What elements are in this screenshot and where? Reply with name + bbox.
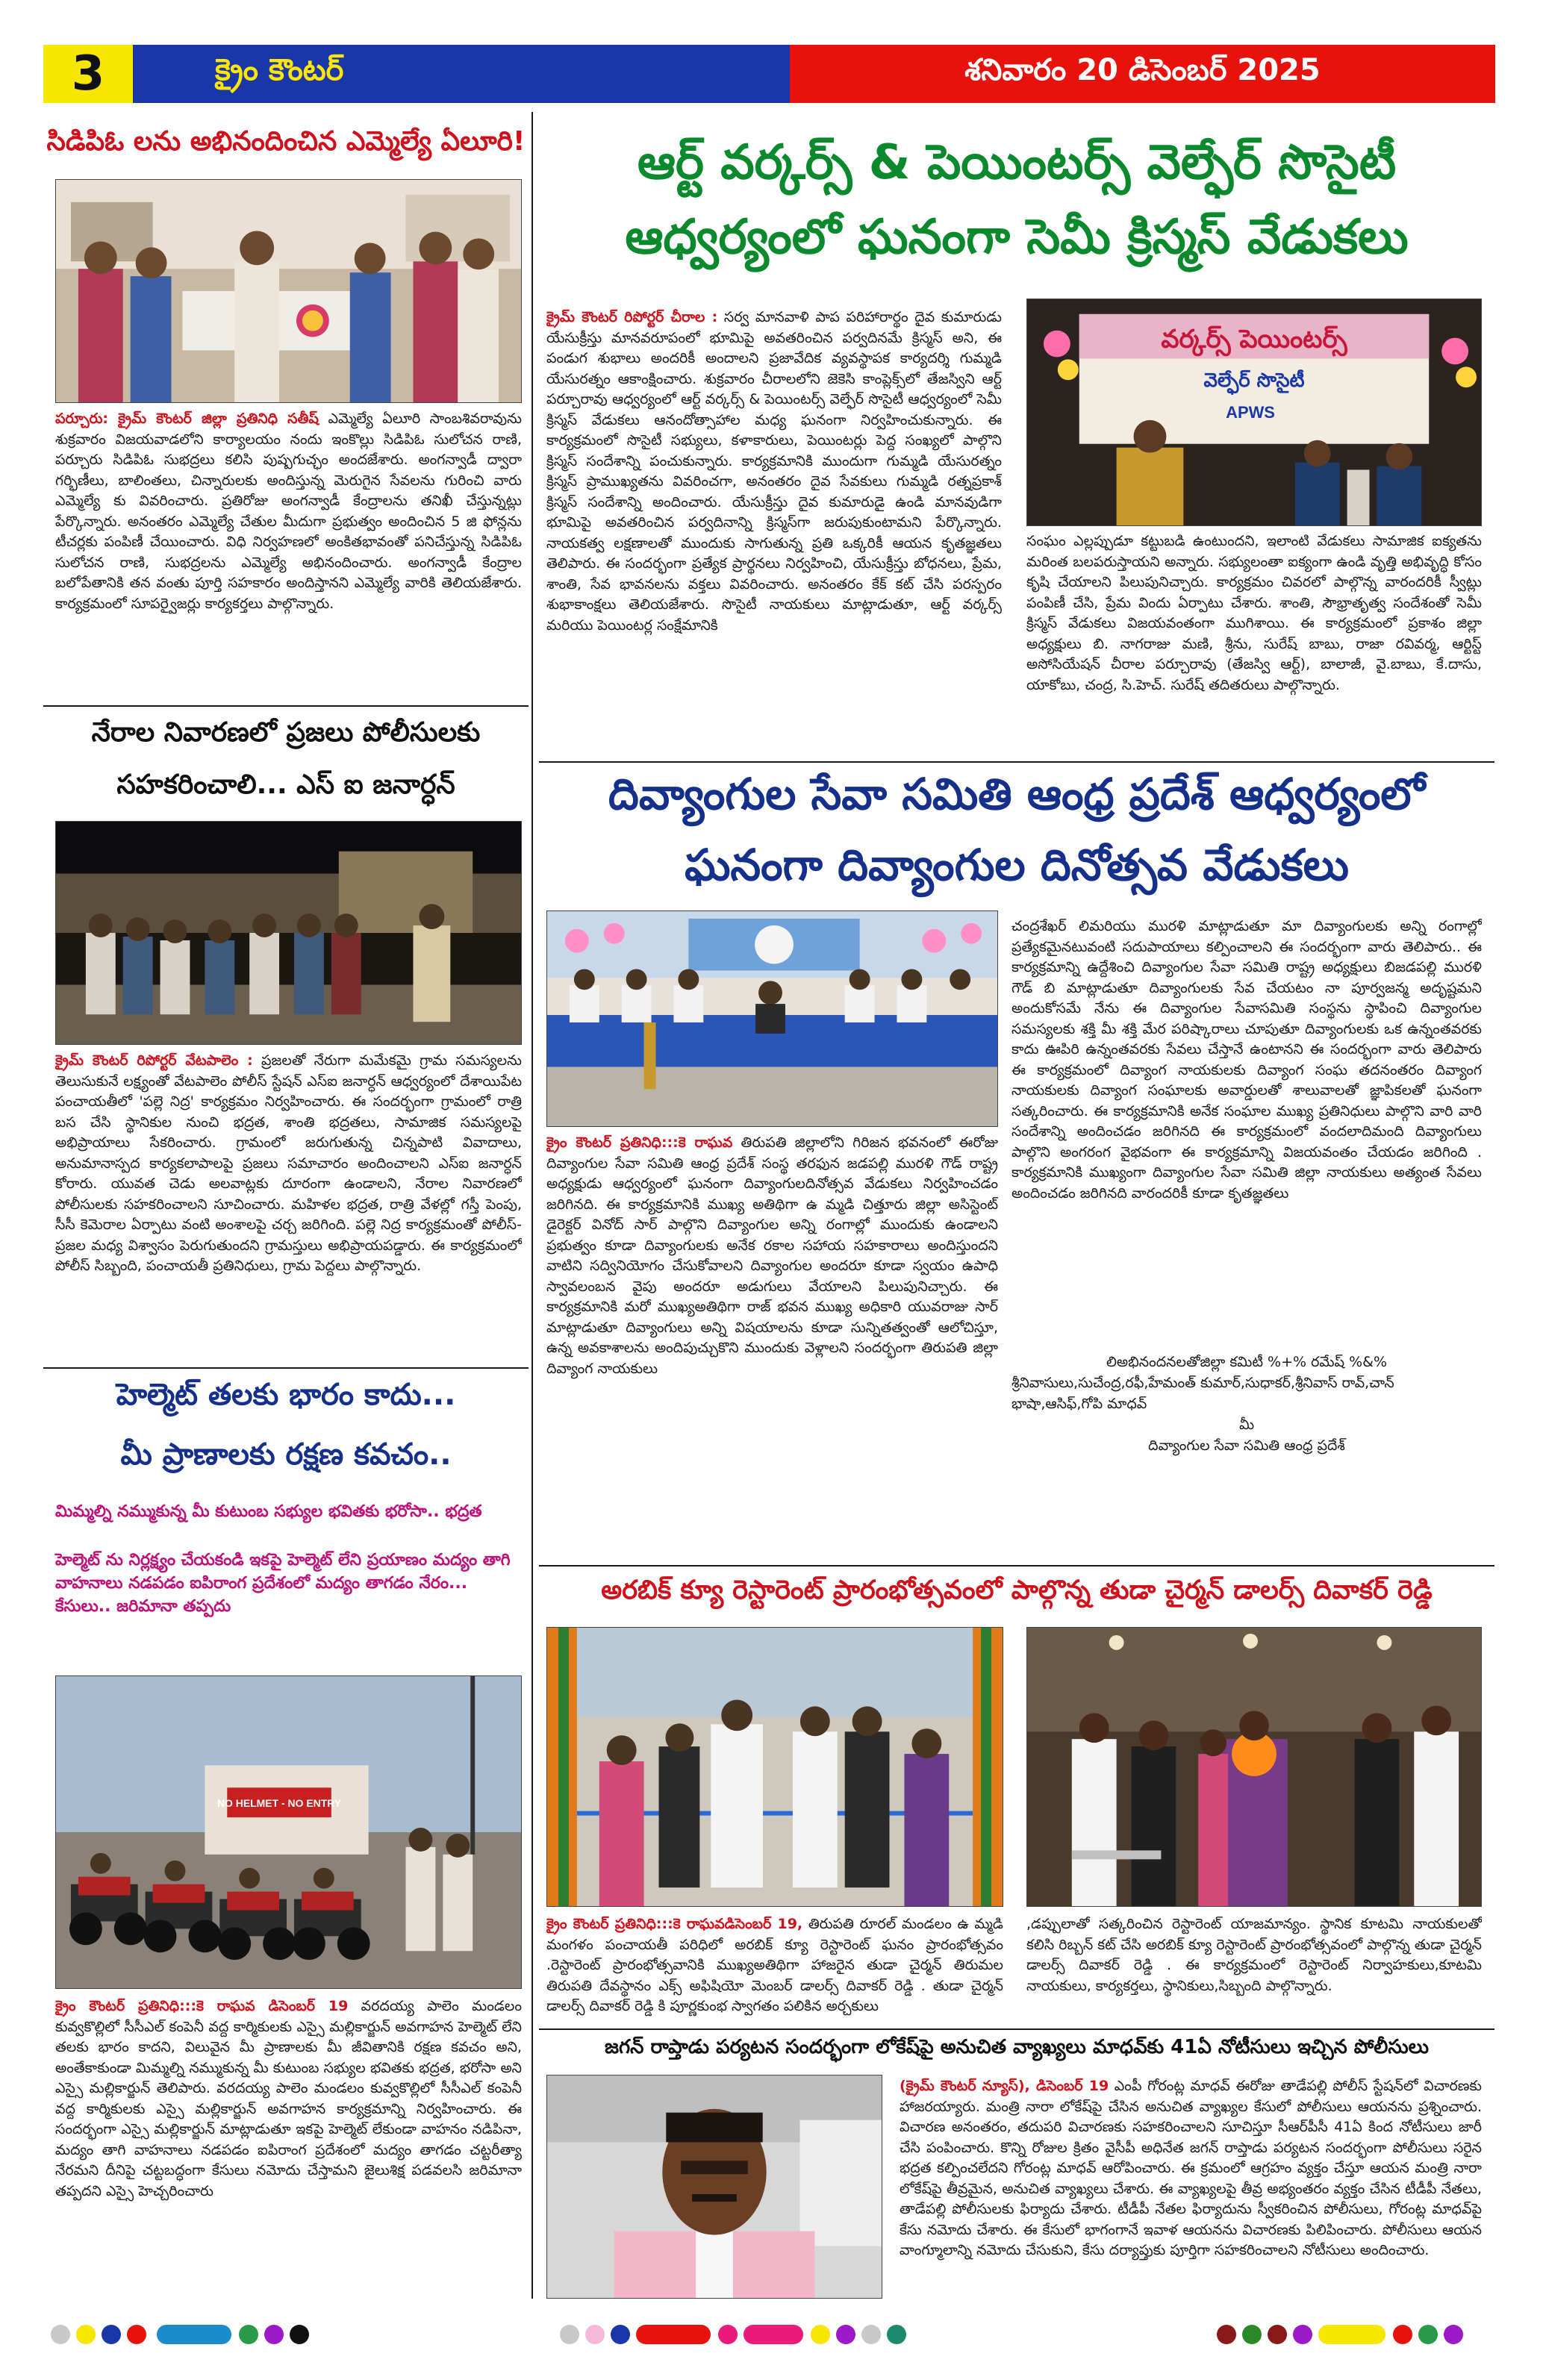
divider [539,1565,1494,1567]
left-story-1-text [55,409,522,702]
restaurant-story-col2 [1026,1914,1482,2023]
footer-color-bar [0,2325,1543,2355]
middle-story-signoff-1: లిఅభినందనలతోజిల్లా కమిటీ %+% రమేష్ %&% [1106,1354,1387,1370]
left-story-2-dateline: క్రైమ్ కౌంటర్ రిపోర్టర్ వేటపాలెం : [55,1052,253,1069]
banner-title: వర్కర్స్ పెయింటర్స్ [1161,324,1347,354]
top-story-col1 [546,307,1002,759]
divider [43,705,529,707]
no-helmet-sign: NO HELMET - NO ENTRY [216,1797,342,1810]
column-rule-left [532,112,533,2299]
left-story-2-headline-1: నేరాల నివారణలో ప్రజలు పోలీసులకు [91,717,481,748]
left-story-3-subhead-1: మిమ్మల్ని నమ్ముకున్న మీ కుటుంబ సభ్యుల భవితకు భరోసా.. భద్రత [55,1502,482,1521]
notice-story-headline: జగన్ రాప్తాడు పర్యటన సందర్భంగా లోకేష్‌పై అనుచిత వ్యాఖ్యలు మాధవ్‌కు 41ఏ నోటీసులు ఇచ్చిన పోలీసులు [604,2036,1430,2058]
top-story-col2 [1026,531,1482,759]
notice-story-dateline: (క్రైమ్ కౌంటర్ న్యూస్), డిసెంబర్ 19 [900,2078,1109,2094]
left-story-3-headline-2: మీ ప్రాణాలకు రక్షణ కవచం.. [120,1437,452,1472]
madhav-portrait-photo [546,2075,882,2299]
divider [539,761,1494,763]
cdpo-meeting-photo [55,179,522,403]
paper-name: క్రైం కౌంటర్ [133,45,790,103]
restaurant-story-col1 [546,1914,1003,2023]
helmet-awareness-photo [55,1675,522,1989]
middle-story-headline-2: ఘనంగా దివ్యాంగుల దినోత్సవ వేడుకలు [685,840,1349,890]
top-story-body-2: సంఘం ఎల్లప్పుడూ కట్టుబడి ఉంటుందని, ఇలాంటి వేడుకలు సామాజిక ఐక్యతను మరింత బలపరుస్తాయని అన్నారు. సభ్యులంతా ఐక్యంగా ఉండి వృత్తి అభివృద్ధి కోసం కృషి చేయాలని పిలుపునిచ్చారు. కార్యక్రమం చివరలో పాల్గొన్న వారందరికీ స్వీట్లు పంపిణీ చేసి, ప్రేమ విందు ఏర్పాటు చేశారు. శాంతి, సౌభ్రాతృత్వ సందేశంతో సెమీ క్రిస్మస్ వేడుకలు విజయవంతంగా ముగిశాయి. ఈ కార్యక్రమంలో ప్రకాశం జిల్లా అధ్యక్షులు బి. నాగరాజు మణి, శ్రీను, సురేష్ బాబు, రాజా రవివర్మ, ఆర్టిస్ట్ అసోసియేషన్ చీరాల పర్చూరావు (తేజస్వి ఆర్ట్), బాలాజీ, వై.బాబు, కే.దాసు, యాకోబు, చంద్ర, సి.హెచ్. సురేష్ తదితరులు పాల్గొన్నారు. [1026,533,1482,693]
divider [539,2028,1494,2030]
ribbon-cutting-photo [546,1627,1003,1907]
middle-story-col1 [546,1133,998,1560]
left-story-1-body: ఎమ్మెల్యే ఏలూరి సాంబశివరావును శుక్రవారం విజయవాడలోని కార్యాలయం నందు ఇంకొల్లు సిడిపిఓ సులోచన రాణి, పర్చూరు సిడిపిఓ సుభద్రలు కలిసి పుష్పగుచ్ఛం అందజేశారు. అంగన్వాడీ ద్వారా గర్భిణీలు, బాలింతలు, చిన్నారులకు అందిస్తున్న మెరుగైన సేవలను గురించి వారు ఎమ్మెల్యే కు వివరించారు. ప్రతిరోజు అంగన్వాడీ కేంద్రాలను తనిఖీ చేస్తున్నట్లు పేర్కొన్నారు. అనంతరం ఎమ్మెల్యే చేతుల మీదుగా ప్రభుత్వం అందించిన 5 జి ఫోన్లను టీచర్లకు పంపిణీ చేయించారు. విధి నిర్వహణలో అంకితభావంతో పనిచేస్తున్న సిడిపిఓ సులోచన రాణి, సుభద్రలను ఎమ్మెల్యే అభినందించారు. అంగన్వాడీ కేంద్రాల బలోపేతానికి తన వంతు పూర్తి సహకారం అందిస్తానని ఎమ్మెల్యే వారికి తెలియజేశారు. కార్యక్రమంలో సూపర్వైజర్లు కార్యకర్తలు పాల్గొన్నారు. [55,410,522,612]
left-story-3-headline-1: హెల్మెట్ తలకు భారం కాదు... [116,1378,456,1412]
left-story-3-dateline: క్రైం కౌంటర్ ప్రతినిధి:::కె రాఘవ డిసెంబర్ 19 [55,1998,349,2014]
top-story-dateline: క్రైమ్ కౌంటర్ రిపోర్టర్ చీరాల : [546,309,718,325]
restaurant-story-dateline: క్రైం కౌంటర్ ప్రతినిధి:::కె రాఘవడిసెంబర్ 19, [546,1916,803,1932]
middle-story-signoff-3: మీ [1238,1417,1255,1433]
left-story-2-text [55,1051,522,1364]
restaurant-group-photo [1026,1627,1482,1907]
left-story-2-headline-2: సహకరించాలి... ఎస్ ఐ జనార్ధన్ [116,769,455,800]
left-story-1-dateline: పర్చూరు: క్రైమ్ కౌంటర్ జిల్లా ప్రతినిధి సతీష్ [55,410,319,427]
middle-story-col2 [1011,916,1482,1349]
left-story-2-body: ప్రజలతో నేరుగా మమేకమై గ్రామ సమస్యలను తెలుసుకునే లక్ష్యంతో వేటపాలెం పోలీస్ స్టేషన్ ఎస్ఐ జనార్ధన్ ఆధ్వర్యంలో దేశాయిపేట పంచాయతీలో 'పల్లె నిద్ర' కార్యక్రమం నిర్వహించారు. ఈ సందర్భంగా గ్రామంలో రాత్రి బస చేసి స్థానికుల నుంచి భద్రత, శాంతి భద్రతలు, సామాజిక సమస్యలపై అభిప్రాయాలు సేకరించారు. గ్రామంలో జరుగుతున్న చిన్నపాటి వివాదాలు, అనుమానాస్పద కార్యకలాపాలపై ప్రజలు సమాచారం అందించాలని ఎస్ఐ జనార్ధన్ కోరారు. యువత చెడు అలవాట్లకు దూరంగా ఉండాలని, నేరాల నివారణలో పోలీసులకు సహకరించాలని సూచించారు. మహిళల భద్రత, రాత్రి వేళల్లో గస్తీ పెంపు, సీసీ కెమెరాల ఏర్పాటు వంటి అంశాలపై చర్చ జరిగింది. పల్లె నిద్ర కార్యక్రమంతో పోలీస్‌-ప్రజల మధ్య విశ్వాసం పెరుగుతుందని గ్రామస్తులు అభిప్రాయపడ్డారు. ఈ కార్యక్రమంలో పోలీస్ సిబ్బంది, పంచాయతీ ప్రతినిధులు, గ్రామ పెద్దలు పాల్గొన్నారు. [55,1052,522,1274]
middle-story-body-2: చంద్రశేఖర్ లిమరియు మురళి మాట్లాడుతూ మా దివ్యాంగులకు అన్ని రంగాల్లో ప్రత్యేకమైనటువంటి సదుపాయాలు కల్పించాలని ఈ సందర్భంగా వారు తెలిపారు.. ఈ కార్యక్రమాన్ని ఉద్దేశించి దివ్యాంగుల సేవా సమితి రాష్ట్ర అధ్యక్షులు బిజడపల్లి మురళి గౌడ్ బి మాట్లాడుతూ దివ్యాంగులకు సేవ చేయటం నా పూర్వజన్మ అదృష్టమని అందుకోసమే నేను ఈ దివ్యాంగుల సేవాసమితి సంస్థను స్థాపించి దివ్యాంగుల సమస్యలకు శక్తి మీ శక్తి మేర పరిష్కారాలు చూపుతూ దివ్యాంగులకు ఒక ఉన్నంతవరకు కాదు ఊపిరి ఉన్నంతవరకు సేవలు చేస్తానే ఉంటానని ఈ సందర్భంగా వారు తెలిపారు ఈ కార్యక్రమంలో దివ్యాంగ నాయకులకు దివ్యాంగ సంఘ తదనంతరం దివ్యాంగ నాయకులకు దివ్యాంగ సంఘాలకు అవార్డులతో శాలువాలతో జ్ఞాపికలతో ఘనంగా సత్కరించారు. ఈ కార్యక్రమానికి అనేక సంఘాల ముఖ్య ప్రతినిధులు పాల్గొని వారి వారి సందేశాన్ని అందించడం జరిగినది ఈ కార్యక్రమంలో వందలాదిమంది దివ్యాంగులు పాల్గొని అంగరంగ వైభవంగా ఈ కార్యక్రమాన్ని విజయవంతం చేయడం జరిగింది . కార్యక్రమానికి ముఖ్యంగా దివ్యాంగుల సేవా సమితి జిల్లా నాయకులు అత్యంత సేవలు అందించడం జరిగినది వారందరికీ కూడా కృతజ్ఞతలు [1011,918,1482,1202]
middle-story-dateline: క్రైం కౌంటర్ ప్రతినిధి:::కె రాఘవ [546,1134,733,1151]
banner-subtitle: వెల్ఫేర్ సొసైటీ [1203,369,1305,393]
top-story-body-1: సర్వ మానవాళి పాప పరిహారార్థం దైవ కుమారుడు యేసుక్రీస్తు మానవరూపంలో భూమిపై అవతరించిన పర్వదినమే క్రిస్మస్ అని, ఈ పండుగ శుభాలు అందరికీ అందాలని ప్రజావేదిక వ్యవస్థాపక కార్యదర్శి గుమ్మడి యేసురత్నం ఆకాంక్షించారు. శుక్రవారం చీరాలలోని జెకెసి కాంప్లెక్స్‌లో తేజస్విని ఆర్ట్ పర్చూరావు ఆధ్వర్యంలో ఆర్ట్ వర్కర్స్ & పెయింటర్స్ వెల్ఫేర్ సొసైటీ ఆధ్వర్యంలో సెమీ క్రిస్మస్ వేడుకలు ఆనందోత్సాహాల మధ్య ఘనంగా నిర్వహించుకున్నారు. ఈ కార్యక్రమంలో సొసైటీ సభ్యులు, కళాకారులు, పెయింటర్లు పెద్ద సంఖ్యలో పాల్గొని క్రిస్మస్ సందేశాన్ని పంచుకున్నారు. కార్యక్రమానికి ముందుగా గుమ్మడి యేసురత్నం క్రిస్మస్ ప్రాముఖ్యతను వివరించగా, అనంతరం దైవ సేవకులు గుమ్మడి రత్నప్రకాశ్ క్రిస్మస్ సందేశాన్ని అందించారు. యేసుక్రీస్తు దైవ కుమారుడై ఉండి మానవుడిగా భూమిపై అవతరించిన పర్వదినాన్ని క్రిస్మస్‌గా జరుపుకుంటామని పేర్కొన్నారు. నాయకత్వ లక్షణాలతో ముందుకు సాగుతున్న ప్రతి ఒక్కరికీ ఆయన కృతజ్ఞతలు తెలిపారు. ఈ సందర్భంగా ప్రత్యేక ప్రార్థనలు నిర్వహించి, యేసుక్రీస్తు బోధనలు, ప్రేమ, శాంతి, సేవ భావనలను వక్తలు వివరించారు. అనంతరం కేక్ కట్ చేసి పరస్పరం శుభాకాంక్షలు తెలియజేశారు. సొసైటీ నాయకులు మాట్లాడుతూ, ఆర్ట్ వర్కర్స్ మరియు పెయింటర్ల సంక్షేమానికి [546,309,1002,634]
top-story-headline-1: ఆర్ట్ వర్కర్స్ & పెయింటర్స్ వెల్ఫేర్ సొసైటీ [637,135,1397,190]
divider [43,1367,529,1369]
restaurant-story-headline: అరబిక్ క్యూ రెస్టారెంట్ ప్రారంభోత్సవంలో పాల్గొన్న తుడా చైర్మన్ డాలర్స్ దివాకర్ రెడ్డి [601,1575,1433,1605]
page-number: 3 [43,45,133,103]
middle-story-body-1: తిరుపతి జిల్లాలోని గిరిజన భవనంలో ఈరోజు దివ్యాంగుల సేవా సమితి ఆంధ్ర ప్రదేశ్ సంస్థ తరఫున జడపల్లి మురళి గౌడ్ రాష్ట్ర అధ్యక్షుడు ఆధ్వర్యంలో ఘనంగా దివ్యాంగులదినోత్సవ వేడుకలు నిర్వహించడం జరిగినది. ఈ కార్యక్రమానికి ముఖ్య అతిథిగా ఉ మ్మడి చిత్తూరు జిల్లా అసిస్టెంట్ డైరెక్టర్ వినోద్ సార్ పాల్గొని దివ్యాంగుల అన్ని రంగాల్లో ముందుకు ఉండాలని ప్రభుత్వం కూడా దివ్యాంగులకు అనేక రకాల సహాయ సహకారాలు అందిస్తుందని వాటిని సద్వినియోగం చేసుకోవాలని దివ్యాంగుల అందరూ కూడా స్వయం ఉపాధి స్వావలంబన వైపు అందరూ అడుగులు వేయాలని పిలుపునిచ్చారు. ఈ కార్యక్రమానికి మరో ముఖ్యఅతిథిగా రాజ్ భవన ముఖ్య అధికారి యువరాజు సార్ మాట్లాడుతూ దివ్యాంగులు అన్ని విషయాలను కూడా సున్నితత్వంతో ఆలోచిస్తూ, ఉన్న అవకాశాలను అందిపుచ్చుకొని ముందుకు వెళ్లాలని సందర్భంగా తిరుపతి జిల్లా దివ్యాంగ నాయకులు [546,1134,998,1377]
left-story-3-subhead-2: హెల్మెట్ ను నిర్లక్ష్యం చేయకండి ఇకపై హెల్మెట్ లేని ప్రయాణం మద్యం తాగి వాహనాలు నడపడం ఐపిరాంగ ప్రదేశంలో మద్యం తాగడం నేరం... కేసులు.. జరిమానా తప్పదు [55,1551,511,1616]
restaurant-story-body-1: తిరుపతి రూరల్ మండలం ఉ మ్మడి మంగళం పంచాయతీ పరిధిలో అరబిక్ క్యూ రెస్టారెంట్ ఘనం ప్రారంభోత్సవం .రెస్టారెంట్ ప్రారంభోత్సవానికి ముఖ్యఅతిథిగా హాజరైన తుడా చైర్మన్ తిరుమల తిరుపతి దేవస్థానం ఎక్స్ అఫిషియో మెంబర్ డాలర్స్ దివాకర్ రెడ్డి . తుడా చైర్మన్ డాలర్స్ దివాకర్ రెడ్డి కి పూర్ణకుంభ స్వాగతం పలికిన అర్చకులు [546,1916,1003,2014]
middle-story-signoff-4: దివ్యాంగుల సేవా సమితి ఆంధ్ర ప్రదేశ్ [1148,1437,1345,1454]
left-story-3-text [55,1996,522,2295]
christmas-event-photo [1026,299,1482,526]
issue-date: శనివారం 20 డిసెంబర్ 2025 [790,45,1495,103]
disabled-day-photo [546,911,998,1127]
banner-tag: APWS [1226,402,1275,422]
left-story-1-headline: సిడిపిఓ లను అభినందించిన ఎమ్మెల్యే ఏలూరి! [46,126,526,157]
notice-story-body: ఎంపీ గోరంట్ల మాధవ్ ఈరోజు తాడేపల్లి పోలీస్ స్టేషన్‌లో విచారణకు హాజరయ్యారు. మంత్రి నారా లోకేష్‌పై చేసిన అనుచిత వ్యాఖ్యల కేసులో పోలీసులు ఆయనను ప్రశ్నించారు. విచారణ అనంతరం, తదుపరి విచారణకు సహకరించాలని సూచిస్తూ సీఆర్‌పీసీ 41ఏ కింద నోటీసులు జారీ చేసి పంపించారు. కొన్ని రోజుల క్రితం వైసీపీ అధినేత జగన్ రాప్తాడు పర్యటన సందర్భంగా పోలీసులు సరైన భద్రత కల్పించలేదని గోరంట్ల మాధవ్ ఆరోపించారు. ఈ క్రమంలో ఆగ్రహం వ్యక్తం చేస్తూ ఆయన మంత్రి నారా లోకేష్‌పై తీవ్రమైన, అనుచిత వ్యాఖ్యలు చేశారు. ఈ వ్యాఖ్యలపై తీవ్ర అభ్యంతరం వ్యక్తం చేసిన టీడీపీ నేతలు, తాడేపల్లి పోలీసులకు ఫిర్యాదు చేశారు. టీడీపీ నేతల ఫిర్యాదును స్వీకరించిన పోలీసులు, గోరంట్ల మాధవ్‌పై కేసు నమోదు చేశారు. ఈ కేసులో భాగంగానే ఇవాళ ఆయనను విచారణకు పిలిపించారు. పోలీసులు ఆయన వాంగ్మూలాన్ని నమోదు చేసుకుని, కేసు దర్యాప్తుకు పూర్తిగా సహకరించాలని నోటీసులు అందించారు. [900,2078,1482,2258]
middle-story-headline-1: దివ్యాంగుల సేవా సమితి ఆంధ్ర ప్రదేశ్ ఆధ్వర్యంలో [608,769,1426,819]
left-story-3-body: వరదయ్య పాలెం మండలం కువ్వకొల్లిలో సీసీఎల్ కంపెనీ వద్ద కార్మికులకు ఎస్సై మల్లికార్జున్ అవగాహన హెల్మెట్ లేని తలకు భారం కాదని, విలువైన మీ ప్రాణాలకు మీ జీవితానికి రక్షణ కవచం అని, అంతేకాకుండా మిమ్మల్ని నమ్ముకున్న మీ కుటుంబ సభ్యుల భవితకు భద్రత, భరోసా అని ఎస్సై మల్లికార్జున్ తెలిపారు. వరదయ్య పాలెం మండలం కువ్వకొల్లిలో సీసీఎల్ కంపెనీ వద్ద కార్మికులకు ఎస్సై మల్లికార్జున్ అవగాహన కార్యక్రమాన్ని నిర్వహించారు. ఈ సందర్భంగా ఎస్సై మల్లికార్జున్ మాట్లాడుతూ ఇకపై హెల్మెట్ లేకుండా వాహనం నడిపినా, మద్యం తాగి వాహనాలు నడపడం ఐపిరాంగ ప్రదేశంలో మద్యం తాగడం చట్టరీత్యా నేరమని దీనిపై చట్టబద్ధంగా కేసులు నమోదు చేస్తామని జైలుశిక్ష పడవలసి జరిమానా తప్పదని ఎస్సై హెచ్చరించారు [55,1998,522,2199]
middle-story-signoff-2: శ్రీనివాసులు,సుచేంద్ర,రఫీ,హేమంత్ కుమార్,సుధాకర్,శ్రీనివాస్ రావ్,చాన్ భాషా,ఆసిఫ్,గోపి మాధవ్ [1011,1375,1394,1412]
palle-nidra-photo [55,821,522,1045]
restaurant-story-body-2: ,డప్పులాతో సత్కరించిన రెస్టారెంట్ యాజమాన్యం. స్థానిక కూటమి నాయకులతో కలిసి రిబ్బన్ కట్ చేసి అరబిక్ క్యూ రెస్టారెంట్ ప్రారంభోత్సవంలో పాల్గొన్న తుడా చైర్మన్ డాలర్స్ దివాకర్ రెడ్డి . ఈ కార్యక్రమంలో రెస్టారెంట్ నిర్వాహకులు,కూటమి నాయకులు, కార్యకర్తలు, స్థానికులు,సిబ్బంది పాల్గొన్నారు. [1026,1916,1482,1994]
top-story-headline-2: ఆధ్వర్యంలో ఘనంగా సెమీ క్రిస్మస్ వేడుకలు [625,210,1409,265]
notice-story-text [900,2076,1482,2299]
